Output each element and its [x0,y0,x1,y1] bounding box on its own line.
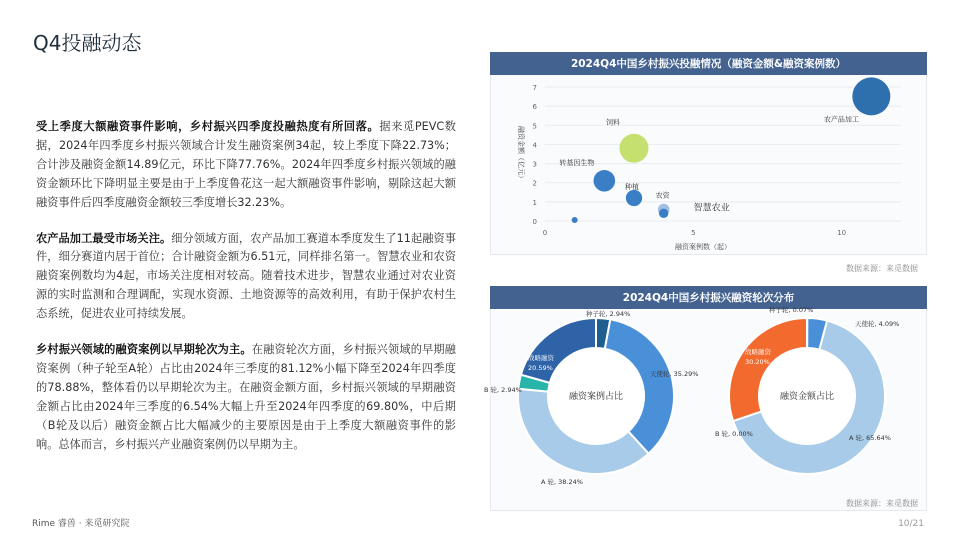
bubble-chart [491,75,926,255]
bubble-chart-panel [490,52,927,255]
slice-label: 天使轮, 35.29% [650,370,699,378]
paragraph-lead: 乡村振兴领域的融资案例以早期轮次为主。 [36,343,252,357]
x-tick-label: 0 [542,229,548,237]
donut-center-label: 融资金额占比 [779,392,835,402]
donut-chart-title: 2024Q4中国乡村振兴融资轮次分布 [490,286,927,309]
bubble [594,170,616,192]
paragraph-agri-processing [36,230,456,325]
donut-chart-source: 数据来源：来觅数据 [846,499,918,508]
slice-label: 种子轮, 2.94% [586,310,631,318]
page-title: Q4投融动态 [33,31,142,55]
paragraph-investment-heat [36,118,456,213]
y-tick-label: 5 [532,122,537,131]
donut-chart-panel [484,286,927,511]
y-tick-label: 7 [532,84,537,92]
slice-label: A 轮, 38.24% [541,478,583,486]
bubble-chart-source: 数据来源：来觅数据 [846,264,918,273]
slice-label: 天使轮, 4.09% [855,320,900,328]
paragraph-body: 在融资轮次方面，乡村振兴领域的早期融资案例（种子轮至A轮）占比由2024年三季度的81.12%小幅下降至2024年四季度的78.88%，整体看仍以早期轮次为主。在融资金额方面，乡村振兴领域的早期融资金额占比由2024年三季度的6.54%大幅上升至2024年四季度的69.80%，中后期（B轮及以后）融资金额占比大幅减少的主要原因是由于上季度大额融资事件的影响。总体而言，乡村振兴产业融资案例仍以早期为主。 [36,343,456,451]
paragraph-body: 据来觅PEVC数据，2024年四季度乡村振兴领域合计发生融资案例34起，较上季度下降22.73%；合计涉及融资金额14.89亿元，环比下降77.76%。2024年四季度乡村振兴领域的融资金额环比下降明显主要是由于上季度鲁花这一起大额融资事件影响，剔除这起大额融资事件后四季度融资金额较三季度增长32.23%。 [36,120,456,209]
y-tick-label: 1 [532,198,537,207]
bubble-chart-title: 2024Q4中国乡村振兴投融情况（融资金额&融资案例数） [490,52,927,75]
slice-label: 战略融资 [745,348,771,356]
donut-charts [484,306,926,511]
paragraph-lead: 受上季度大额融资事件影响，乡村振兴四季度投融热度有所回落。 [36,120,380,133]
donut-center-label: 融资案例占比 [568,392,624,402]
slice-label: 30.20% [745,358,770,366]
bubble [659,209,668,218]
paragraph-body: 细分领域方面，农产品加工赛道本季度发生了11起融资事件，细分赛道内居于首位；合计融资金额为6.51元，同样排名第一。智慧农业和农资融资案例数均为4起，市场关注度相对较高。随着技术进步，智慧农业通过对农业资源的实时监测和合理调配，实现水资源、土地资源等的高效利用，有助于保护农村生态系统，促进农业可持续发展。 [36,231,456,321]
bubble-label: 农产品加工 [823,115,859,124]
paragraph-early-rounds [36,341,456,454]
bubble-label: 饲料 [606,118,620,127]
bubble-label: 转基因生物 [559,158,595,167]
slice-label: 种子轮, 0.07% [769,306,814,314]
y-tick-label: 6 [532,103,537,112]
x-tick-label: 5 [691,229,696,237]
y-tick-label: 0 [532,218,537,226]
bubble [852,77,890,115]
slice-label: 20.59% [528,364,553,372]
slice-label: B 轮, 2.94% [484,386,522,394]
paragraph-lead: 农产品加工最受市场关注。 [36,231,172,245]
bubble [619,134,648,163]
bubble [626,190,642,206]
y-axis-label: 融资金额（亿元） [517,126,525,182]
footer-brand: Rime 睿兽 · 来觅研究院 [32,519,130,529]
x-axis-label: 融资案例数（起） [675,243,731,251]
bubble-label: 农资 [655,191,670,200]
y-tick-label: 3 [532,160,537,169]
bubble-label: 智慧农业 [693,203,730,214]
slice-label: B 轮, 0.00% [715,430,753,438]
slice-label: 战略融资 [528,354,554,362]
summary-text [36,118,456,472]
bubble-label: 种植 [625,183,639,192]
bubble [572,217,578,223]
x-tick-label: 10 [837,229,847,237]
y-tick-label: 4 [532,141,537,150]
y-tick-label: 2 [532,179,537,188]
slice-label: A 轮, 65.64% [849,434,891,442]
page-number: 10/21 [898,519,924,529]
